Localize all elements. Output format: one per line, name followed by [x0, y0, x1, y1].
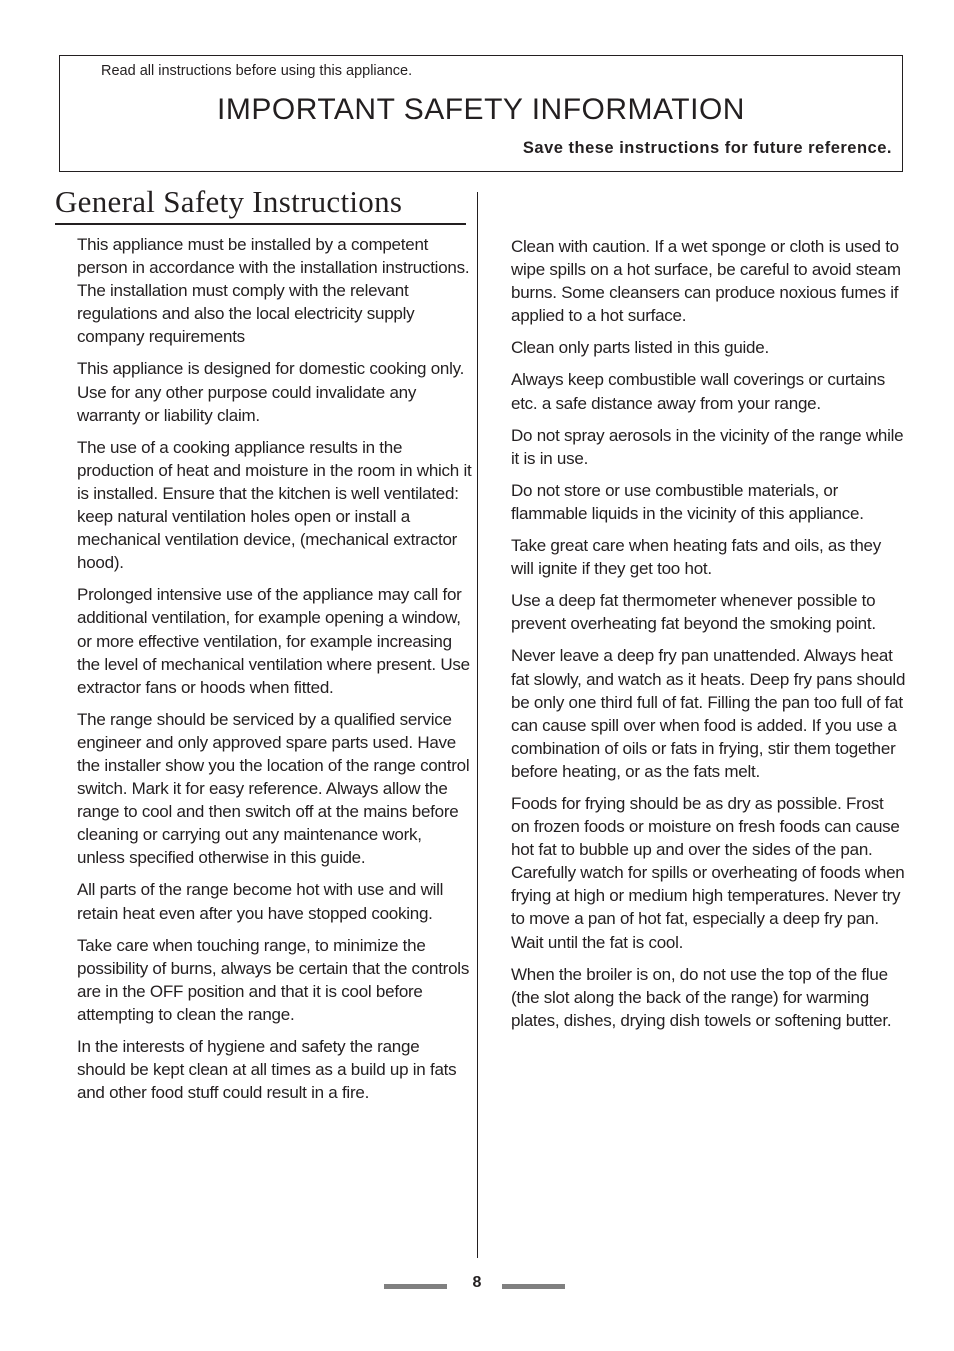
paragraph: Do not spray aerosols in the vicinity of the range while it is in use. — [511, 425, 904, 468]
heading-underline — [55, 223, 466, 225]
section-heading: General Safety Instructions — [55, 184, 403, 219]
read-all-note: Read all instructions before using this appliance. — [101, 63, 413, 79]
paragraph: When the broiler is on, do not use the top of the flue (the slot along the back of the range) for warming plates, dishes, drying dish towels or softening butter. — [511, 964, 892, 1030]
footer-bar-right — [502, 1284, 565, 1289]
paragraph: Use a deep fat thermometer whenever possible to prevent overheating fat beyond the smoking point. — [511, 591, 876, 634]
save-instructions-note: Save these instructions for future reference. — [522, 139, 892, 157]
paragraph: Clean with caution. If a wet sponge or cloth is used to wipe spills on a hot surface, be careful to avoid steam burns. Some cleansers can produce noxious fumes if applied to a hot surface. — [511, 237, 901, 326]
paragraph: Never leave a deep fry pan unattended. Always heat fat slowly, and watch as it heats. Deep fry pans should be only one third full of fat. Filling the pan too full of fat can cause spill over when food is added. If you use a combination of oils or fats in frying, stir them together before heating, or as the fats melt. — [511, 646, 906, 781]
left-column — [77, 233, 472, 1113]
paragraph: Always keep combustible wall coverings or curtains etc. a safe distance away from your range. — [511, 370, 885, 413]
paragraph: Do not store or use combustible materials, or flammable liquids in the vicinity of this appliance. — [511, 480, 864, 523]
paragraph: Take care when touching range, to minimize the possibility of burns, always be certain that the controls are in the OFF position and that it is cool before attempting to clean the range. — [77, 935, 470, 1024]
paragraph: This appliance is designed for domestic cooking only. Use for any other purpose could invalidate any warranty or liability claim. — [77, 359, 465, 425]
paragraph: The use of a cooking appliance results in the production of heat and moisture in the room in which it is installed. Ensure that the kitchen is well ventilated: keep natural ventilation holes open or install a mechanical ventilation device, (mechanical extractor hood). — [77, 437, 472, 573]
paragraph: All parts of the range become hot with use and will retain heat even after you have stopped cooking. — [77, 880, 444, 923]
paragraph: The range should be serviced by a qualified service engineer and only approved spare parts used. Have the installer show you the location of the range control switch. Mark it for easy reference. Always allow the range to cool and then switch off at the mains before cleaning or carrying out any maintenance work, unless specified otherwise in this guide. — [77, 709, 470, 868]
paragraph: Foods for frying should be as dry as possible. Frost on frozen foods or moisture on fresh foods can cause hot fat to bubble up and over the sides of the pan. Carefully watch for spills or overheating of foods when frying at high or medium high temperatures. Never try to move a pan of hot fat, especially a deep fry pan. Wait until the fat is cool. — [511, 793, 905, 952]
safety-info-box — [59, 55, 903, 172]
safety-title: IMPORTANT SAFETY INFORMATION — [217, 93, 745, 126]
paragraph: In the interests of hygiene and safety the range should be kept clean at all times as a build up in fats and other food stuff could result in a fire. — [77, 1037, 457, 1103]
paragraph: Prolonged intensive use of the appliance may call for additional ventilation, for example opening a window, or more effective ventilation, for example increasing the level of mechanical ventilation where present. Use extractor fans or hoods when fitted. — [77, 585, 470, 697]
page-number: 8 — [472, 1274, 482, 1291]
column-divider — [477, 192, 478, 1258]
paragraph: Clean only parts listed in this guide. — [511, 338, 769, 358]
paragraph: Take great care when heating fats and oils, as they will ignite if they get too hot. — [511, 536, 881, 579]
right-column — [511, 235, 906, 1041]
paragraph: This appliance must be installed by a competent person in accordance with the installation instructions. The installation must comply with the relevant regulations and also the local electricity supply company requirements — [77, 235, 470, 347]
footer-bar-left — [384, 1284, 447, 1289]
